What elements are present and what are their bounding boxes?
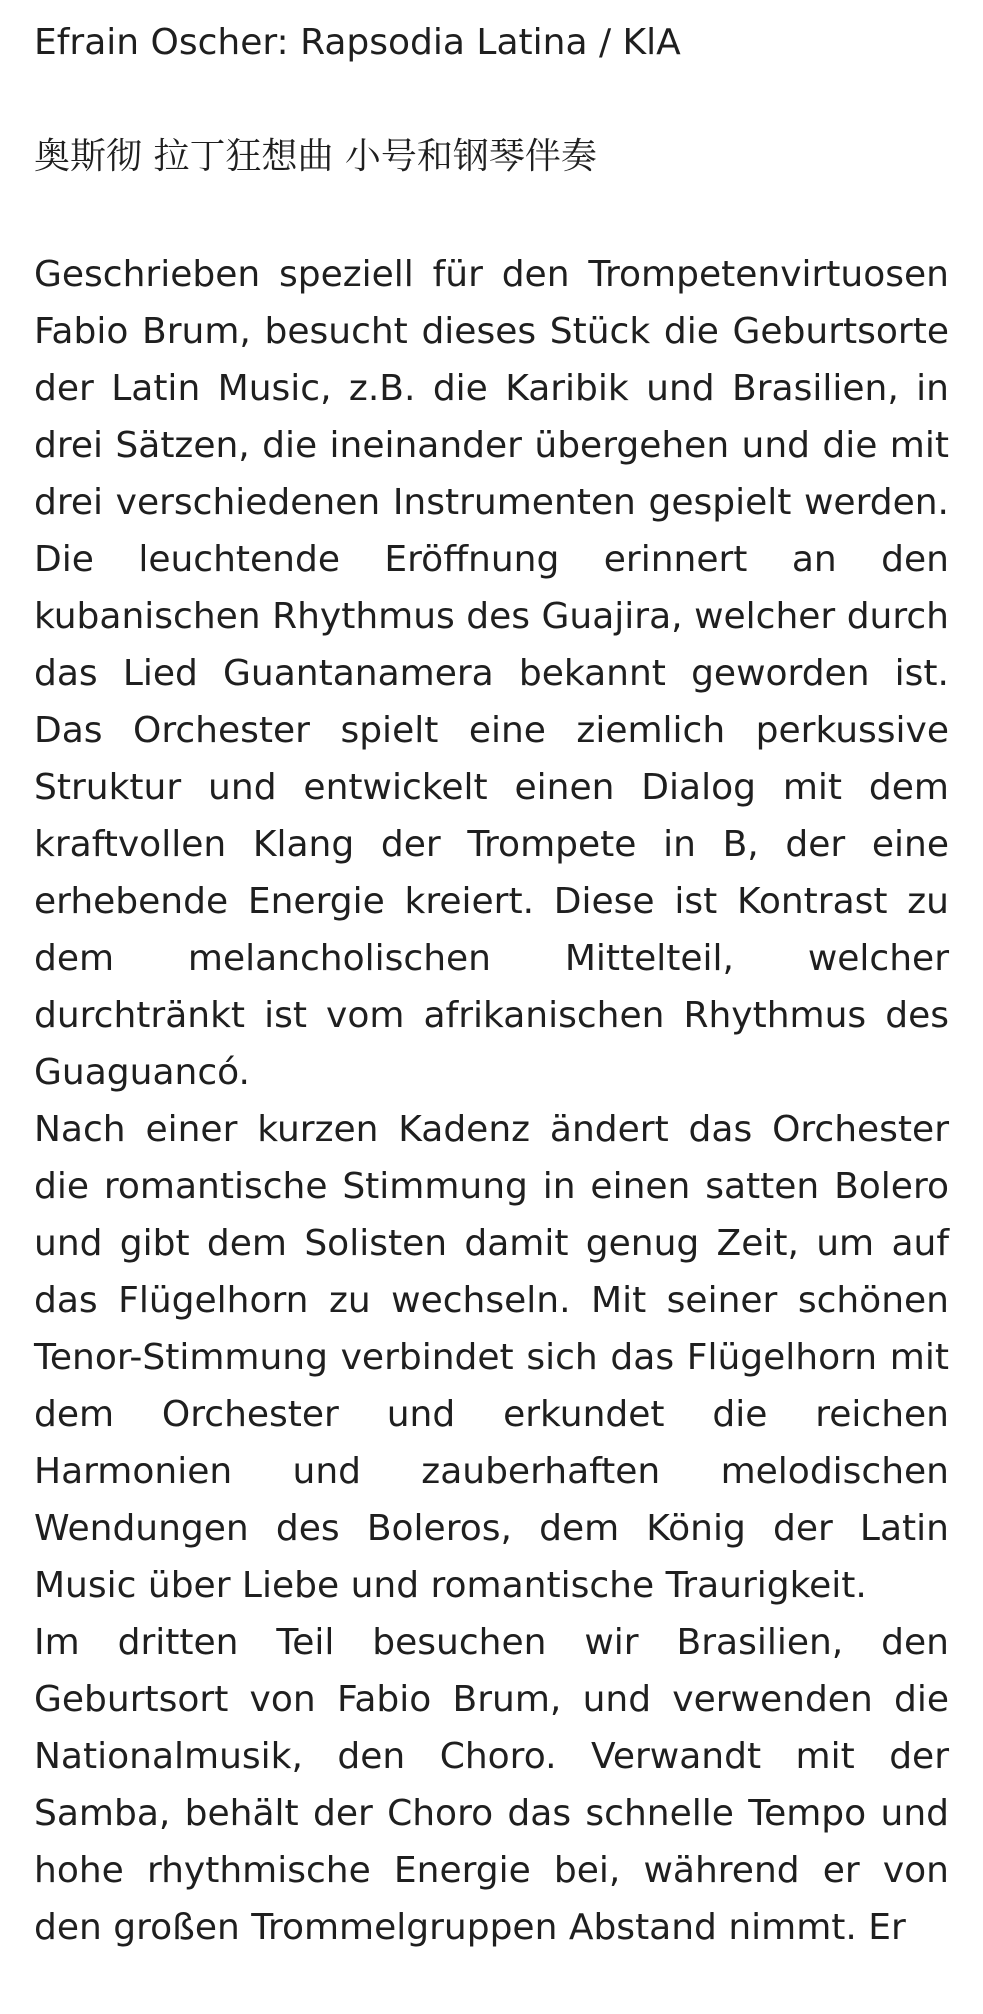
paragraph-3: Im dritten Teil besuchen wir Brasilien, den Geburtsort von Fabio Brum, und verwenden die Nationalmusik, den Choro. Verwandt mit der Samba, behält der Choro das schnelle Tempo und hohe rhythmische Energie bei, während er von den großen Trommelgruppen Abstand nimmt. Er (34, 1622, 949, 1948)
article-title: Efrain Oscher: Rapsodia Latina / KlA (34, 22, 681, 63)
paragraph-2: Nach einer kurzen Kadenz ändert das Orchester die romantische Stimmung in einen satten Bolero und gibt dem Solisten damit genug Zeit, um auf das Flügelhorn zu wechseln. Mit seiner schönen Tenor-Stimmung verbindet sich das Flügelhorn mit dem Orchester und erkundet die reichen Harmonien und zauberhaften melodischen Wendungen des Boleros, dem König der Latin Music über Liebe und romantische Traurigkeit. (34, 1109, 949, 1606)
article-subtitle: 奥斯彻 拉丁狂想曲 小号和钢琴伴奏 (34, 136, 597, 177)
article-body (34, 246, 949, 1956)
paragraph-1: Geschrieben speziell für den Trompetenvirtuosen Fabio Brum, besucht dieses Stück die Geburtsorte der Latin Music, z.B. die Karibik und Brasilien, in drei Sätzen, die ineinander übergehen und die mit drei verschiedenen Instrumenten gespielt werden. Die leuchtende Eröffnung erinnert an den kubanischen Rhythmus des Guajira, welcher durch das Lied Guantanamera bekannt geworden ist. Das Orchester spielt eine ziemlich perkussive Struktur und entwickelt einen Dialog mit dem kraftvollen Klang der Trompete in B, der eine erhebende Energie kreiert. Diese ist Kontrast zu dem melancholischen Mittelteil, welcher durchtränkt ist vom afrikanischen Rhythmus des Guaguancó. (34, 254, 949, 1093)
